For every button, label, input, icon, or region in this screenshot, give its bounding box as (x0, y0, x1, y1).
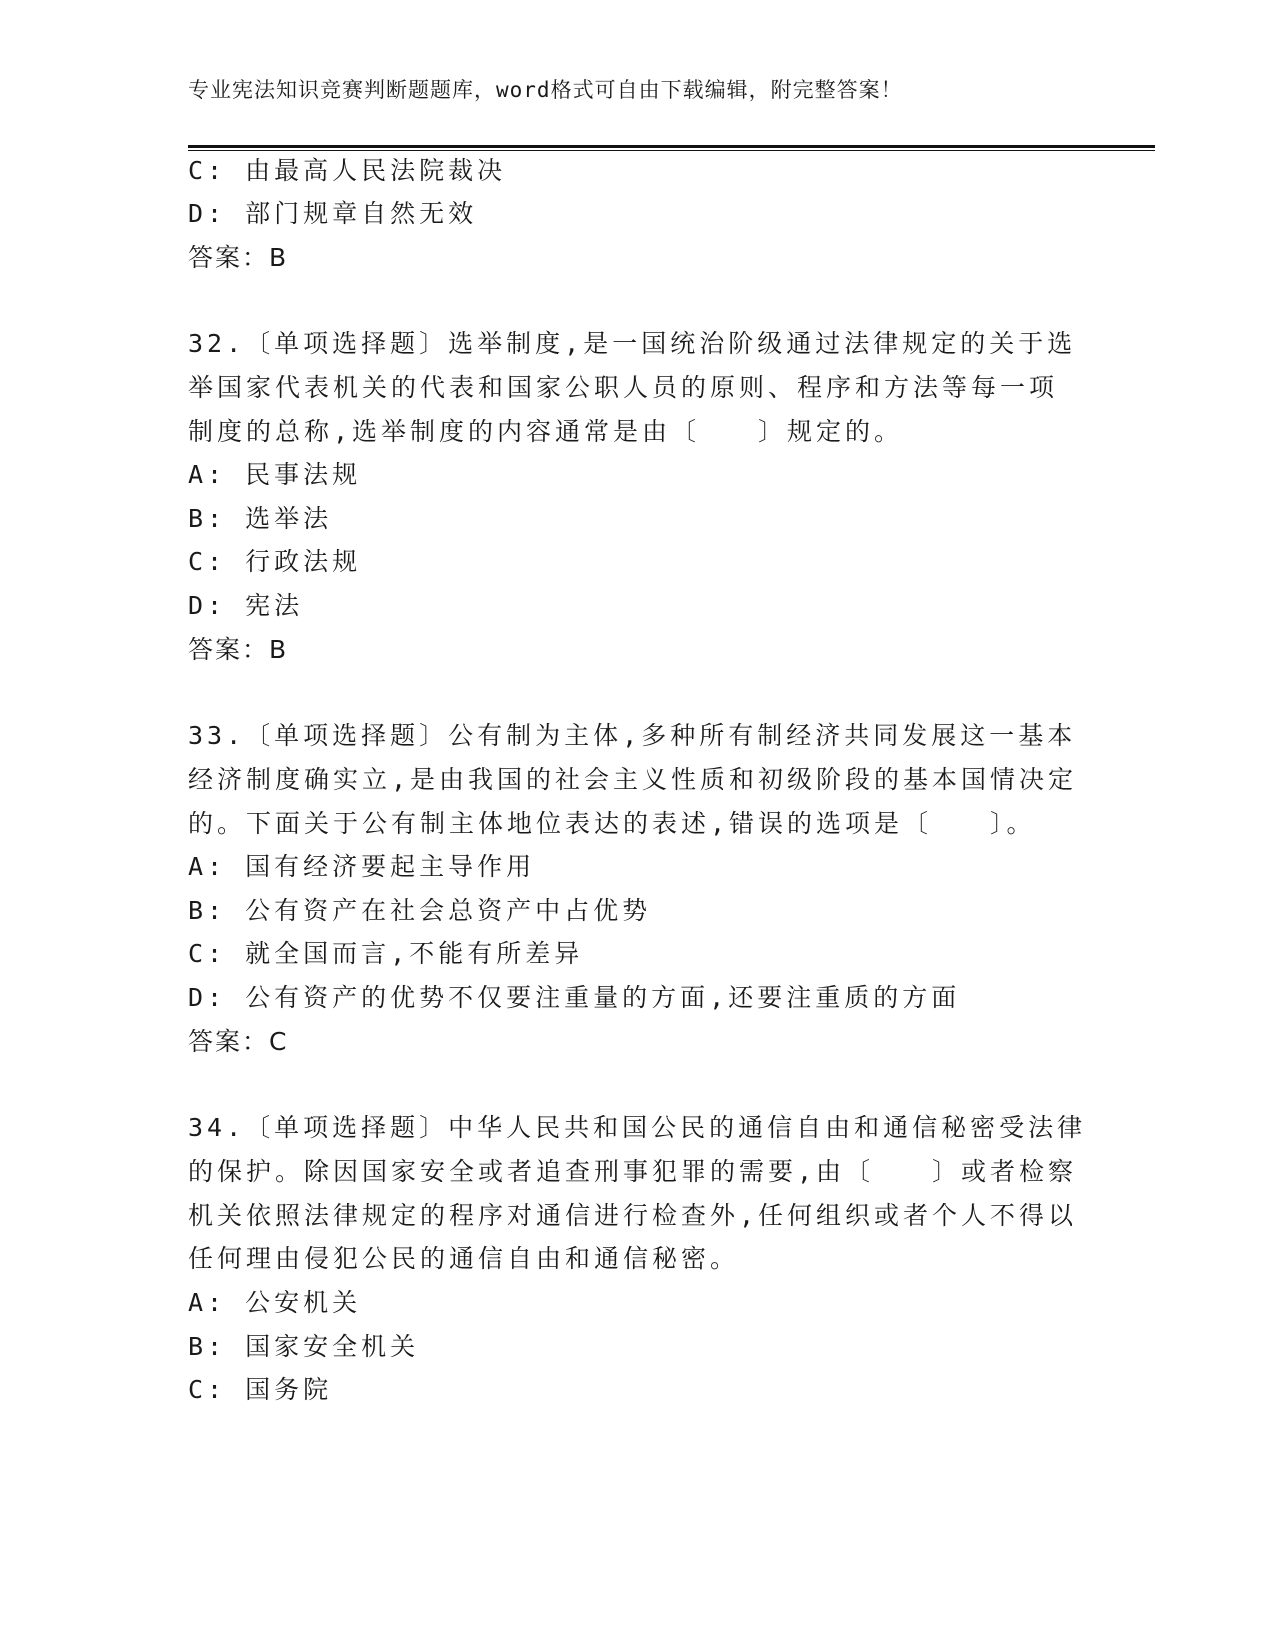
answer-line: 答案：C (188, 1027, 289, 1056)
option-a: A: 民事法规 (188, 460, 362, 489)
question-stem-line: 经济制度确实立,是由我国的社会主义性质和初级阶段的基本国情决定 (188, 765, 1078, 794)
question-stem-line: 的。下面关于公有制主体地位表达的表述,错误的选项是〔 〕。 (188, 809, 1036, 838)
question-stem-line: 32.〔单项选择题〕选举制度,是一国统治阶级通过法律规定的关于选 (188, 329, 1077, 358)
answer-line: 答案：B (188, 635, 289, 664)
option-b: B: 国家安全机关 (188, 1332, 420, 1361)
option-a: A: 公安机关 (188, 1288, 362, 1317)
option-c: C: 由最高人民法院裁决 (188, 156, 507, 185)
option-c: C: 国务院 (188, 1375, 333, 1404)
question-stem-line: 任何理由侵犯公民的通信自由和通信秘密。 (188, 1244, 740, 1273)
header-divider (188, 145, 1155, 152)
question-stem-line: 34.〔单项选择题〕中华人民共和国公民的通信自由和通信秘密受法律 (188, 1113, 1087, 1142)
question-stem-line: 机关依照法律规定的程序对通信进行检查外,任何组织或者个人不得以 (188, 1201, 1078, 1230)
answer-line: 答案：B (188, 243, 289, 272)
option-d: D: 公有资产的优势不仅要注重量的方面,还要注重质的方面 (188, 983, 961, 1012)
option-d: D: 宪法 (188, 591, 304, 620)
option-b: B: 公有资产在社会总资产中占优势 (188, 896, 652, 925)
question-stem-line: 制度的总称,选举制度的内容通常是由〔 〕规定的。 (188, 417, 904, 446)
question-stem-line: 33.〔单项选择题〕公有制为主体,多种所有制经济共同发展这一基本 (188, 721, 1077, 750)
option-d: D: 部门规章自然无效 (188, 199, 478, 228)
question-stem-line: 举国家代表机关的代表和国家公职人员的原则、程序和方法等每一项 (188, 373, 1059, 402)
question-stem-line: 的保护。除因国家安全或者追查刑事犯罪的需要,由〔 〕或者检察 (188, 1157, 1078, 1186)
option-c: C: 行政法规 (188, 547, 362, 576)
option-c: C: 就全国而言,不能有所差异 (188, 939, 584, 968)
option-b: B: 选举法 (188, 504, 333, 533)
option-a: A: 国有经济要起主导作用 (188, 852, 536, 881)
page-header: 专业宪法知识竞赛判断题题库，word格式可自由下载编辑，附完整答案！ (188, 78, 903, 102)
